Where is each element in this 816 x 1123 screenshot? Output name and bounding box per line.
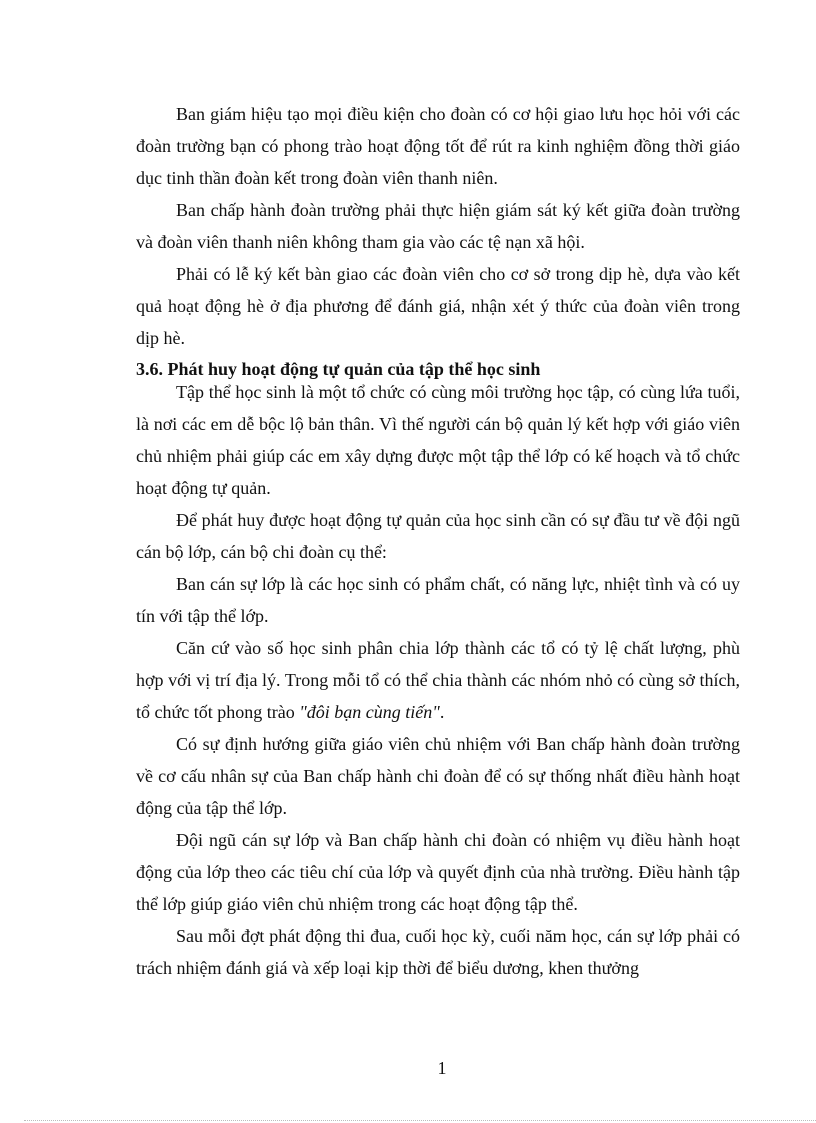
page-number: 1 (437, 1058, 447, 1078)
paragraph-5: Để phát huy được hoạt động tự quản của học sinh cần có sự đầu tư về đội ngũ cán bộ lớp, cán bộ chi đoàn cụ thể: (136, 510, 740, 562)
paragraph-7-end: . (439, 702, 445, 722)
paragraph-4: Tập thể học sinh là một tổ chức có cùng môi trường học tập, có cùng lứa tuổi, là nơi các em dễ bộc lộ bản thân. Vì thế người cán bộ quản lý kết hợp với giáo viên chủ nhiệm phải giúp các em xây dựng được một tập thể lớp có kế hoạch và tổ chức hoạt động tự quản. (136, 382, 740, 498)
paragraph-7-text: Căn cứ vào số học sinh phân chia lớp thành các tổ có tỷ lệ chất lượng, phù hợp với vị trí địa lý. Trong mỗi tổ có thể chia thành các nhóm nhỏ có cùng sở thích, tổ chức tốt phong trào (136, 638, 740, 722)
paragraph-10: Sau mỗi đợt phát động thi đua, cuối học kỳ, cuối năm học, cán sự lớp phải có trách nhiệm đánh giá và xếp loại kịp thời để biểu dương, khen thưởng (136, 926, 740, 978)
paragraph-2: Ban chấp hành đoàn trường phải thực hiện giám sát ký kết giữa đoàn trường và đoàn viên thanh niên không tham gia vào các tệ nạn xã hội. (136, 200, 740, 252)
emphasis-text: "đôi bạn cùng tiến" (299, 702, 440, 722)
paragraph-8: Có sự định hướng giữa giáo viên chủ nhiệm với Ban chấp hành đoàn trường về cơ cấu nhân sự của Ban chấp hành chi đoàn để có sự thống nhất điều hành hoạt động của tập thể lớp. (136, 734, 740, 818)
paragraph-1: Ban giám hiệu tạo mọi điều kiện cho đoàn có cơ hội giao lưu học hỏi với các đoàn trường bạn có phong trào hoạt động tốt để rút ra kinh nghiệm đồng thời giáo dục tinh thần đoàn kết trong đoàn viên thanh niên. (136, 104, 740, 188)
paragraph-6: Ban cán sự lớp là các học sinh có phẩm chất, có năng lực, nhiệt tình và có uy tín với tập thể lớp. (136, 574, 740, 626)
page-body (136, 98, 740, 984)
page-bottom-border (24, 1120, 816, 1121)
paragraph-3: Phải có lễ ký kết bàn giao các đoàn viên cho cơ sở trong dịp hè, dựa vào kết quả hoạt động hè ở địa phương để đánh giá, nhận xét ý thức của đoàn viên trong dịp hè. (136, 264, 740, 348)
paragraph-9: Đội ngũ cán sự lớp và Ban chấp hành chi đoàn có nhiệm vụ điều hành hoạt động của lớp theo các tiêu chí của lớp và quyết định của nhà trường. Điều hành tập thể lớp giúp giáo viên chủ nhiệm trong các hoạt động tập thể. (136, 830, 740, 914)
paragraph-7 (136, 632, 740, 728)
section-heading: 3.6. Phát huy hoạt động tự quản của tập thể học sinh (136, 359, 541, 379)
